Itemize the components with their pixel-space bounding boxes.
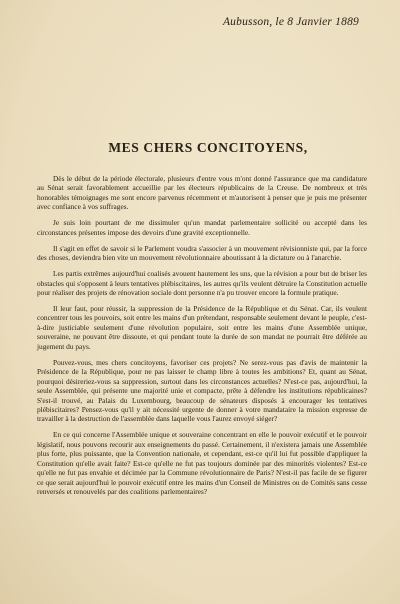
paragraph-4: Les partis extrêmes aujourd'hui coalisés avouent hautement les uns, que la révision a pour but de briser les obstacles qui s'opposent à leurs tentatives plébiscitaires, les autres qu'ils veulent détruire la Constitution actuelle pour réaliser des projets de rénovation sociale dont personne n'a pu trouver encore la formule pratique. — [37, 269, 367, 298]
paragraph-1: Dès le début de la période électorale, plusieurs d'entre vous m'ont donné l'assurance que ma candidature au Sénat serait favorablement accueillie par les électeurs républicains de la Creuse. De nombreux et très honorables témoignages me sont encore parvenus récemment et m'autorisent à penser que je puis me présenter avec confiance à vos suffrages. — [37, 174, 367, 212]
paragraph-2: Je suis loin pourtant de me dissimuler qu'un mandat parlementaire sollicité ou accepté dans les circonstances présentes impose des devoirs d'une gravité exceptionnelle. — [37, 218, 367, 237]
paragraph-5: Il leur faut, pour réussir, la suppression de la Présidence de la République et du Sénat. Car, ils veulent concentrer tous les pouvoirs, soit entre les mains d'un prétendant, responsable seulement devant le peuple, c'est-à-dire justiciable seulement d'une révolution populaire, soit entre les mains d'une Assemblée unique, souveraine, ne pouvant être dissoute, et qui pendant toute la durée de son mandat ne pourrait être déférée au jugement du pays. — [37, 303, 367, 351]
paragraph-6: Pouvez-vous, mes chers concitoyens, favoriser ces projets? Ne serez-vous pas d'avis de maintenir la Présidence de la République, pour ne pas laisser le champ libre à toutes les ambitions? Et, quant au Sénat, pourquoi désireriez-vous sa suppression, surtout dans les circonstances actuelles? N'est-ce pas, aujourd'hui, la seule Assemblée, qui présente une majorité unie et compacte, prête à défendre les institutions républicaines? S'est-il trouvé, au Palais du Luxembourg, beaucoup de sénateurs disposés à encourager les tentatives plébiscitaires? Pensez-vous qu'il y ait nécessité urgente de donner à votre mandataire la mission expresse de travailler à la destruction de l'assemblée dans laquelle vous l'aurez envoyé siéger? — [37, 357, 367, 424]
paragraph-3: Il s'agit en effet de savoir si le Parlement voudra s'associer à un mouvement révisionniste qui, par la force des choses, deviendra bien vite un mouvement révolutionnaire aboutissant à la dictature ou à l'anarchie. — [37, 243, 367, 263]
paragraph-7: En ce qui concerne l'Assemblée unique et souveraine concentrant en elle le pouvoir exécutif et le pouvoir législatif, nous pouvons recourir aux enseignements du passé. Certainement, il n'existera jamais une Assemblée plus forte, plus puissante, que la Convention nationale, et cependant, est-ce qu'il lui fut possible d'appliquer la Constitution qu'elle avait faite? Est-ce qu'elle ne fut pas toujours dominée par des minorités violentes? Est-ce qu'elle ne fut pas envahie et décimée par la Commune révolutionnaire de Paris? N'est-il pas facile de se figurer ce que serait aujourd'hui le pouvoir exécutif entre les mains d'un Conseil de Ministres ou de Comités sans cesse renversés et renouvelés par des coalitions parlementaires? — [37, 430, 367, 497]
dateline: Aubusson, le 8 Janvier 1889 — [222, 16, 359, 28]
salutation-title: MES CHERS CONCITOYENS, — [108, 140, 308, 155]
